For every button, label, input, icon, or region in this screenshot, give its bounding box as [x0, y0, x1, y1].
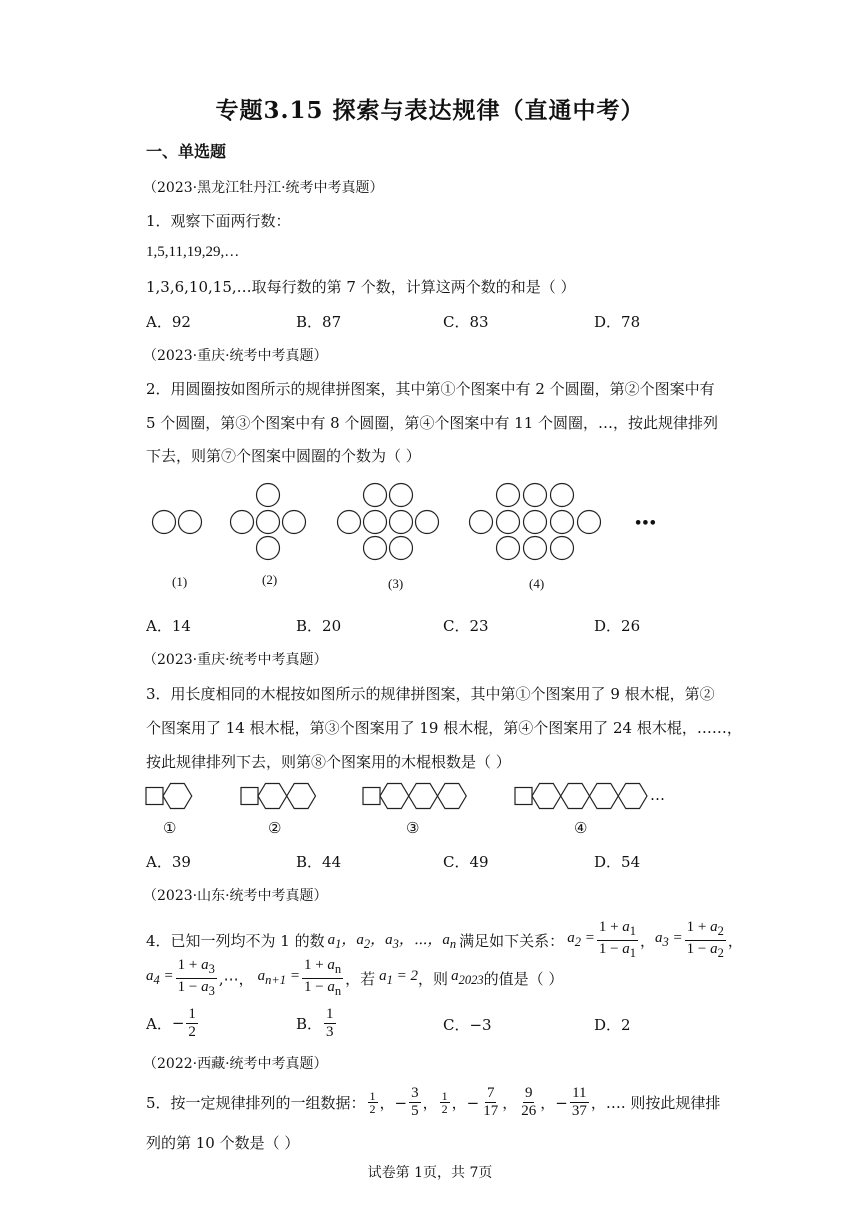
q3-option-c: C．49 [443, 853, 489, 871]
q4-frac-a4: $\frac{1 + a_3}{1 - a_3}$ [177, 956, 215, 998]
q4-stem-mid: 满足如下关系： [459, 931, 565, 950]
q1-option-c: C．83 [443, 313, 489, 331]
q5-stem-end: ，…. 则按此规律排 [590, 1093, 721, 1112]
q3-stem-line3: 按此规律排列下去，则第⑧个图案用的木棍根数是（ ） [146, 753, 511, 771]
q3-figure-label-2: ② [268, 819, 282, 837]
q5-term-3: $\frac{1}{2}$ [441, 1088, 448, 1116]
q4-source: （2023·山东·统考中考真题） [143, 888, 328, 904]
q5-stem-line2: 列的第 10 个数是（ ） [146, 1134, 300, 1152]
q5-source: （2022·西藏·统考中考真题） [143, 1056, 328, 1072]
q1-stem-line3: 1,3,6,10,15,…取每行数的第 7 个数，计算这两个数的和是（ ） [146, 278, 576, 296]
q4-option-b-label: B． [296, 1014, 323, 1033]
q3-figure-label-1: ① [163, 819, 177, 837]
q2-figure-label-1: (1) [172, 574, 188, 589]
q4-formula-a3: $a_3$ = [655, 930, 683, 949]
q4-a1-value: $a_1 = 2$ [379, 968, 419, 987]
q4-frac-an1: $\frac{1 + a_n}{1 - a_n}$ [303, 956, 342, 998]
q4-formula-a2: $a_2$ = [567, 930, 595, 949]
q1-source: （2023·黑龙江牡丹江·统考中考真题） [143, 180, 384, 196]
q2-figure-label-2: (2) [262, 572, 278, 587]
q2-option-b: B．20 [296, 617, 342, 635]
q4-option-a: A． − $\frac{1}{2}$ [146, 1005, 196, 1040]
q2-option-c: C．23 [443, 617, 489, 635]
q1-option-d: D．78 [594, 313, 641, 331]
q4-formula-an1: $a_{n+1}$ = [257, 968, 300, 987]
q3-option-b: B．44 [296, 853, 342, 871]
section-heading: 一、单选题 [146, 142, 227, 161]
q4-stem-end: ，则 [418, 969, 449, 988]
q2-stem-line2: 5 个圆圈，第③个图案中有 8 个圆圈，第④个图案中有 11 个圆圈，…，按此规律排列 [146, 414, 719, 432]
q4-stem-line1: 4．已知一列均不为 1 的数 $a_1$，$a_2$，$a_3$，⋯，$a_n$ 满足如下关系： $a_2$ = $\frac{1 + a_1}{1 - a_1}$ ， $a_3$ = $\frac{1 + a_2}{1 - a_2}$ ， [146, 918, 743, 960]
q4-stem-text: 4．已知一列均不为 1 的数 [146, 931, 325, 950]
stick-figure-2 [241, 784, 316, 809]
q1-stem-line1: 1．观察下面两行数： [146, 212, 291, 230]
q1-option-b: B．87 [296, 313, 342, 331]
q4-option-c: C．−3 [443, 1016, 492, 1034]
q2-option-a: A．14 [146, 617, 191, 635]
q3-stem-line1: 3．用长度相同的木棍按如图所示的规律拼图案，其中第①个图案用了 9 根木棍，第② [146, 685, 715, 703]
q4-option-a-frac: $\frac{1}{2}$ [188, 1005, 196, 1040]
q5-term-6: $\frac{11}{37}$ [571, 1084, 587, 1119]
q5-term-1: $\frac{1}{2}$ [369, 1088, 376, 1116]
q4-option-d: D．2 [594, 1016, 631, 1034]
q4-option-b-frac: $\frac{1}{3}$ [326, 1005, 334, 1040]
stick-figure-1 [146, 784, 192, 809]
q5-stem-text: 5．按一定规律排列的一组数据： [146, 1093, 366, 1112]
q4-stem-final: 的值是（ ） [483, 969, 564, 988]
page-title: 专题3.15 探索与表达规律（直通中考） [215, 97, 645, 124]
q3-stem-line2: 个图案用了 14 根木棍，第③个图案用了 19 根木棍，第④个图案用了 24 根木棍，……， [146, 719, 742, 737]
q3-ellipsis: … [650, 786, 665, 804]
q3-option-a: A．39 [146, 853, 191, 871]
q3-figure-label-4: ④ [574, 819, 588, 837]
q2-source: （2023·重庆·统考中考真题） [143, 348, 328, 364]
q5-term-2: $\frac{3}{5}$ [411, 1084, 419, 1119]
q4-frac-a3: $\frac{1 + a_2}{1 - a_2}$ [686, 918, 724, 960]
q1-option-a: A．92 [146, 313, 191, 331]
q5-stem-line1: 5．按一定规律排列的一组数据： $\frac{1}{2}$ ，− $\frac{3}{5}$ ， $\frac{1}{2}$ ，− $\frac{7}{17}$ ， $\frac{9}{26}$ ，− $\frac{11}{37}$ ，…. 则按此规律排 [146, 1084, 721, 1119]
q2-stem-line1: 2．用圆圈按如图所示的规律拼图案，其中第①个图案中有 2 个圆圈，第②个图案中有 [146, 380, 715, 398]
q5-term-4: $\frac{7}{17}$ [483, 1084, 499, 1119]
page-footer: 试卷第 1页，共 7页 [367, 1165, 493, 1181]
q4-sequence-math: $a_1$，$a_2$，$a_3$，⋯，$a_n$ [327, 932, 457, 951]
q2-option-d: D．26 [594, 617, 641, 635]
q2-figure-label-3: (3) [388, 576, 404, 591]
q4-option-a-label: A． [146, 1014, 172, 1033]
q3-option-d: D．54 [594, 853, 641, 871]
q3-source: （2023·重庆·统考中考真题） [143, 652, 328, 668]
q5-term-5: $\frac{9}{26}$ [521, 1084, 537, 1119]
q4-stem-tail: ，若 [345, 969, 376, 988]
q4-frac-a2: $\frac{1 + a_1}{1 - a_1}$ [598, 918, 637, 960]
q2-figure-label-4: (4) [529, 576, 545, 591]
q4-a2023: $a_{2023}$ [451, 968, 484, 987]
stick-figure-3 [363, 784, 466, 809]
q1-sequence-1: 1,5,11,19,29,… [146, 244, 240, 260]
q4-formula-a4: $a_4$ = [146, 968, 174, 987]
stick-figure-4 [515, 784, 647, 809]
q3-figure-label-3: ③ [406, 819, 420, 837]
q2-ellipsis: ••• [634, 516, 656, 531]
q2-stem-line3: 下去，则第⑦个图案中圆圈的个数为（ ） [146, 447, 421, 465]
q4-stem-line2: $a_4$ = $\frac{1 + a_3}{1 - a_3}$ ,⋯， $a_{n+1}$ = $\frac{1 + a_n}{1 - a_n}$ ，若 $a_1 = 2$ ，则 $a_{2023}$ 的值是（ ） [146, 956, 564, 998]
q4-option-b [296, 1003, 338, 1043]
